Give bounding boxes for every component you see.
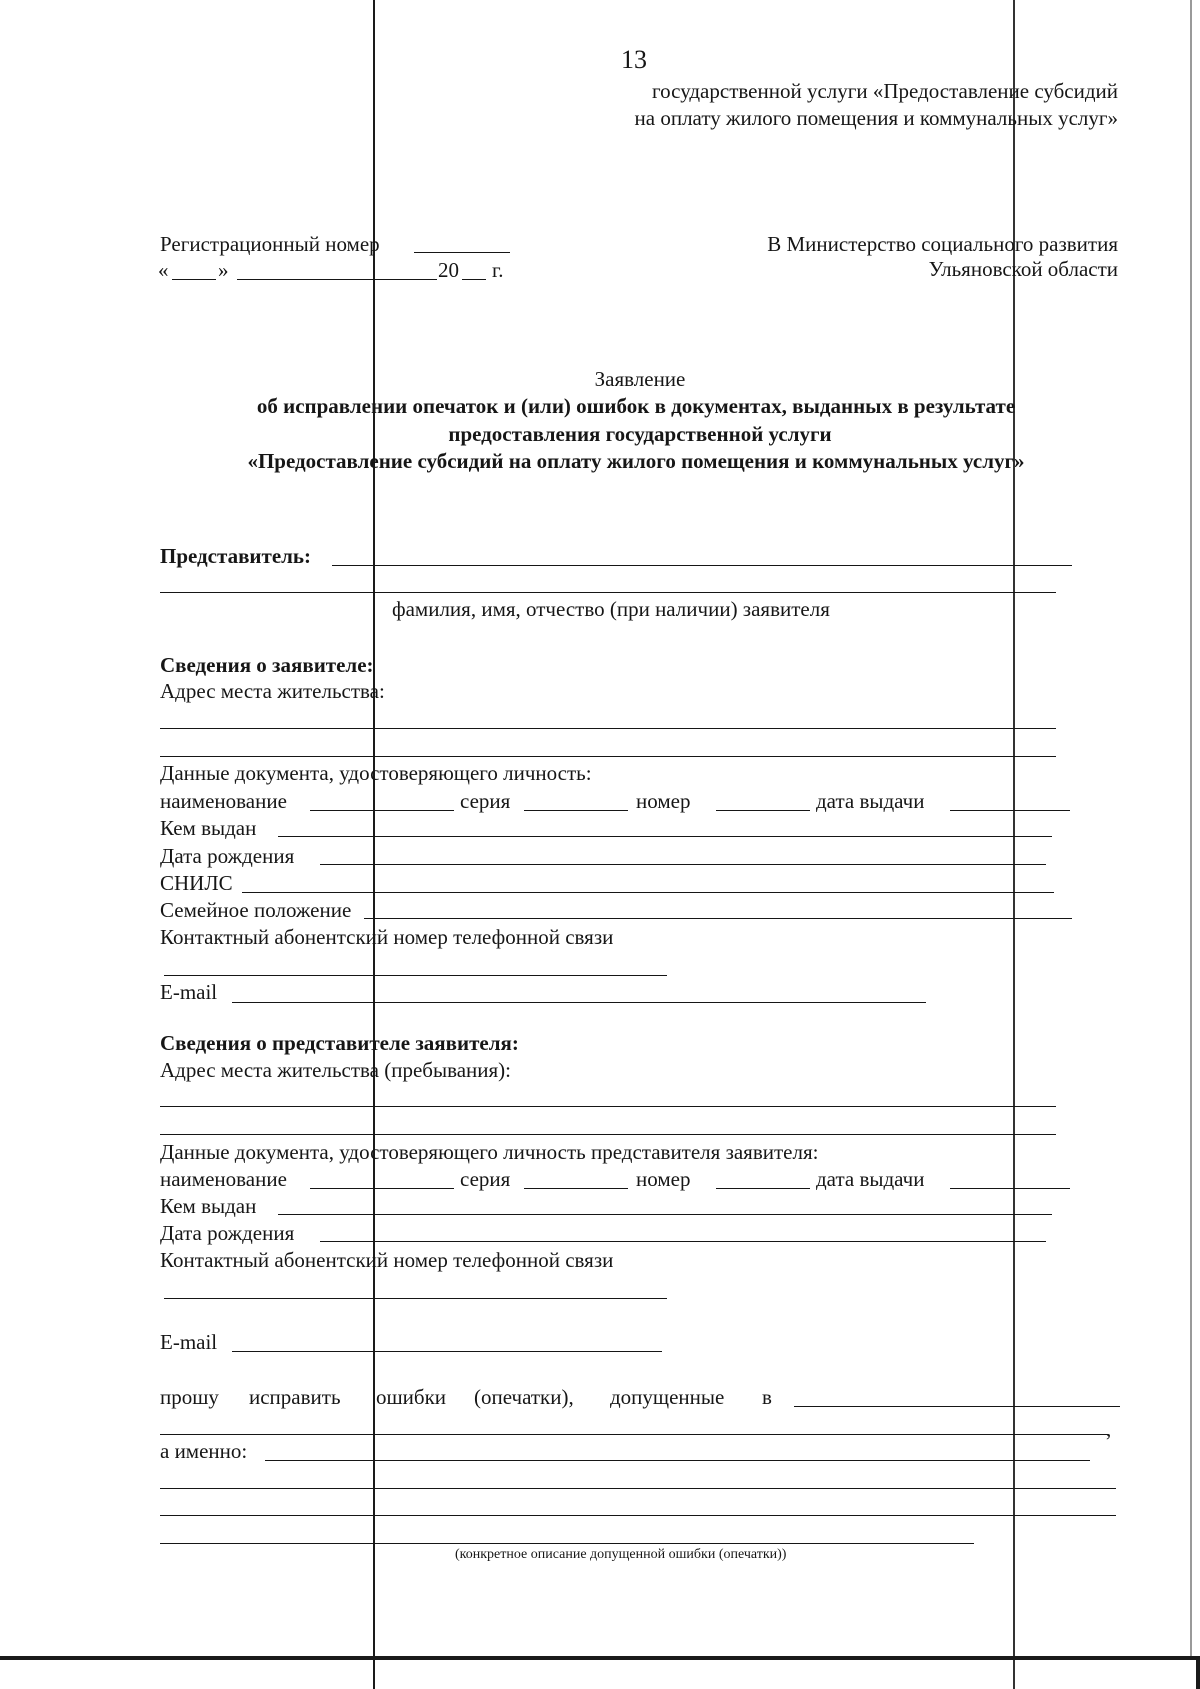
applicant-address-label: Адрес места жительства: bbox=[160, 679, 385, 703]
page-number: 13 bbox=[621, 45, 647, 74]
title-line-4: «Предоставление субсидий на оплату жилого помещения и коммунальных услуг» bbox=[247, 449, 1025, 473]
registration-year-suffix: г. bbox=[492, 258, 504, 282]
rep-details-issue-date-label: дата выдачи bbox=[816, 1167, 925, 1191]
request-word-6: в bbox=[762, 1385, 772, 1409]
applicant-issued-by-label: Кем выдан bbox=[160, 816, 257, 840]
registration-number-line bbox=[414, 252, 510, 253]
applicant-number-label: номер bbox=[636, 789, 691, 813]
rep-details-number-label: номер bbox=[636, 1167, 691, 1191]
applicant-birth-date-line bbox=[320, 864, 1046, 865]
request-word-5: допущенные bbox=[610, 1385, 725, 1409]
rep-details-phone-line bbox=[164, 1298, 667, 1299]
rep-details-heading: Сведения о представителе заявителя: bbox=[160, 1031, 519, 1055]
rep-details-id-doc-label: Данные документа, удостоверяющего личность представителя заявителя: bbox=[160, 1140, 819, 1164]
rep-details-issued-by-line bbox=[278, 1214, 1052, 1215]
applicant-heading: Сведения о заявителе: bbox=[160, 653, 374, 677]
request-comma: , bbox=[1106, 1417, 1112, 1441]
rep-details-phone-label: Контактный абонентский номер телефонной связи bbox=[160, 1248, 614, 1272]
header-line-2: на оплату жилого помещения и коммунальных услуг» bbox=[634, 106, 1118, 130]
request-word-4: (опечатки), bbox=[474, 1385, 574, 1409]
rep-details-issue-date-line bbox=[950, 1188, 1070, 1189]
rep-details-birth-date-label: Дата рождения bbox=[160, 1221, 295, 1245]
request-word-2: исправить bbox=[249, 1385, 341, 1409]
request-word-3: ошибки bbox=[376, 1385, 447, 1409]
applicant-name-label: наименование bbox=[160, 789, 287, 813]
registration-day-line bbox=[172, 279, 216, 280]
applicant-id-doc-label: Данные документа, удостоверяющего личность: bbox=[160, 761, 592, 785]
rep-details-series-label: серия bbox=[460, 1167, 511, 1191]
scan-bottom-border bbox=[0, 1656, 1200, 1660]
rep-details-number-line bbox=[716, 1188, 810, 1189]
rep-details-birth-date-line bbox=[320, 1241, 1046, 1242]
registration-year-line bbox=[462, 279, 486, 280]
addressee-line-1: В Министерство социального развития bbox=[767, 232, 1118, 256]
applicant-marital-line bbox=[364, 918, 1072, 919]
registration-year-prefix: 20 bbox=[438, 258, 459, 282]
request-namely-line-4 bbox=[160, 1543, 974, 1544]
request-document-line-2 bbox=[160, 1434, 1108, 1435]
request-namely-line-3 bbox=[160, 1515, 1116, 1516]
rep-details-email-label: E-mail bbox=[160, 1330, 218, 1354]
request-word-1: прошу bbox=[160, 1385, 219, 1409]
rep-details-address-label: Адрес места жительства (пребывания): bbox=[160, 1058, 512, 1082]
title-line-3: предоставления государственной услуги bbox=[448, 422, 832, 446]
request-namely-line-2 bbox=[160, 1488, 1116, 1489]
applicant-address-line-1 bbox=[160, 728, 1056, 729]
title-line-2: об исправлении опечаток и (или) ошибок в документах, выданных в результате bbox=[256, 394, 1016, 418]
addressee-line-2: Ульяновской области bbox=[928, 257, 1118, 281]
applicant-issue-date-line bbox=[950, 810, 1070, 811]
representative-caption: фамилия, имя, отчество (при наличии) заявителя bbox=[392, 597, 830, 621]
rep-details-name-label: наименование bbox=[160, 1167, 287, 1191]
rep-details-address-line-1 bbox=[160, 1106, 1056, 1107]
applicant-number-line bbox=[716, 810, 810, 811]
registration-quote-close: » bbox=[218, 258, 229, 282]
request-document-line-1 bbox=[794, 1406, 1120, 1407]
applicant-email-label: E-mail bbox=[160, 980, 218, 1004]
rep-details-name-line bbox=[310, 1188, 454, 1189]
applicant-series-label: серия bbox=[460, 789, 511, 813]
applicant-phone-label: Контактный абонентский номер телефонной связи bbox=[160, 925, 614, 949]
applicant-email-line bbox=[232, 1002, 926, 1003]
applicant-issued-by-line bbox=[278, 836, 1052, 837]
applicant-name-line bbox=[310, 810, 454, 811]
rep-details-series-line bbox=[524, 1188, 628, 1189]
request-namely-line-1 bbox=[265, 1460, 1090, 1461]
applicant-series-line bbox=[524, 810, 628, 811]
request-caption: (конкретное описание допущенной ошибки (опечатки)) bbox=[455, 1547, 787, 1562]
rep-details-address-line-2 bbox=[160, 1134, 1056, 1135]
scan-right-border bbox=[1196, 1658, 1200, 1689]
representative-line-2 bbox=[160, 592, 1056, 593]
applicant-snils-label: СНИЛС bbox=[160, 871, 233, 895]
applicant-marital-label: Семейное положение bbox=[160, 898, 352, 922]
title-line-1: Заявление bbox=[594, 367, 686, 391]
request-namely-label: а именно: bbox=[160, 1439, 248, 1463]
header-line-1: государственной услуги «Предоставление субсидий bbox=[652, 79, 1118, 103]
registration-quote-open: « bbox=[158, 258, 169, 282]
representative-label: Представитель: bbox=[160, 544, 312, 568]
applicant-address-line-2 bbox=[160, 756, 1056, 757]
applicant-snils-line bbox=[242, 892, 1054, 893]
applicant-birth-date-label: Дата рождения bbox=[160, 844, 295, 868]
registration-label: Регистрационный номер bbox=[160, 232, 380, 256]
scan-faint-line bbox=[1190, 0, 1192, 1656]
rep-details-issued-by-label: Кем выдан bbox=[160, 1194, 257, 1218]
registration-month-line bbox=[237, 279, 437, 280]
rep-details-email-line bbox=[232, 1351, 662, 1352]
representative-line-1 bbox=[332, 565, 1072, 566]
applicant-phone-line bbox=[164, 975, 667, 976]
applicant-issue-date-label: дата выдачи bbox=[816, 789, 925, 813]
